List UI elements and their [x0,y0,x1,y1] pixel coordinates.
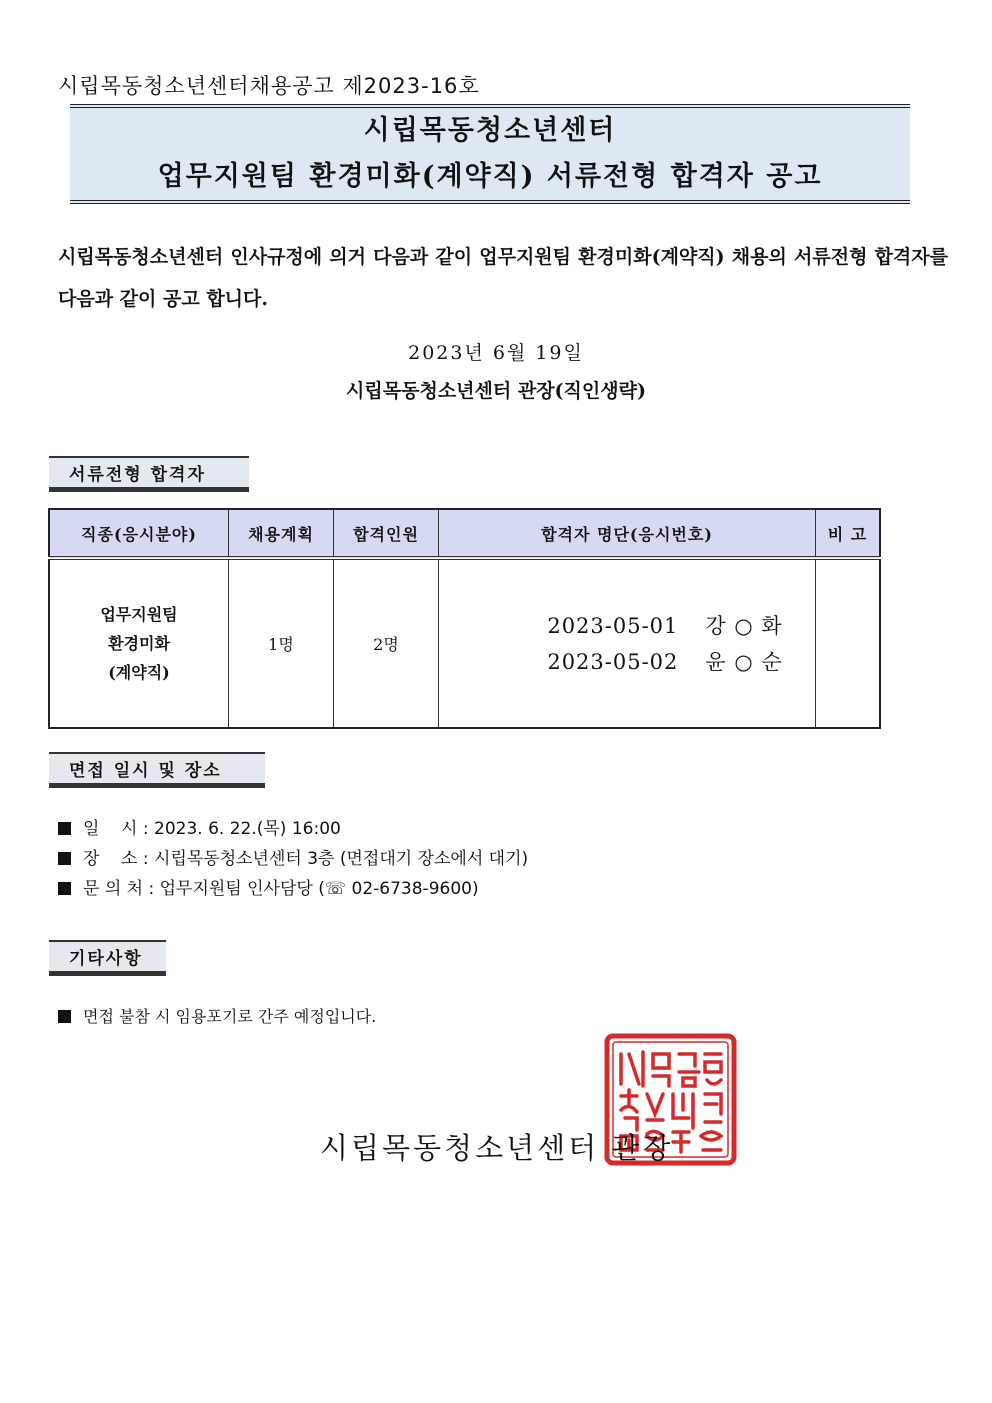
final-signature: 시립목동청소년센터 관장 [320,1131,674,1165]
job-line: 업무지원팀 [100,605,178,624]
passed-cell: 2명 [334,558,439,728]
square-bullet-icon [58,1010,71,1023]
square-bullet-icon [58,822,71,835]
header-passed: 합격인원 [334,509,439,558]
detail-label: 일 시 [83,819,138,839]
table-row [49,558,880,728]
other-note-text: 면접 불참 시 임용포기로 간주 예정입니다. [83,1007,377,1026]
intro-paragraph: 시립목동청소년센터 인사규정에 의거 다음과 같이 업무지원팀 환경미화(계약직) 채용의 서류전형 합격자를 다음과 같이 공고 합니다. [58,246,948,310]
candidate-number: 2023-05-01 [547,613,679,638]
candidate-name: 강 ○ 화 [705,613,783,638]
detail-value: 2023. 6. 22.(목) 16:00 [154,819,341,839]
detail-label: 장 소 [83,849,138,869]
section-heading-other: 기타사항 [49,940,166,976]
results-table [48,508,881,729]
interview-details [58,814,528,904]
detail-item: 장 소 : 시립목동청소년센터 3층 (면접대기 장소에서 대기) [58,844,528,874]
header-job: 직종(응시분야) [49,509,229,558]
candidate-name: 윤 ○ 순 [705,649,783,674]
header-plan: 채용계획 [229,509,334,558]
job-line: 환경미화 [108,634,170,653]
detail-item: 일 시 : 2023. 6. 22.(목) 16:00 [58,814,528,844]
candidate-entry [489,644,814,680]
signatory-line: 시립목동청소년센터 관장(직인생략) [346,380,646,402]
title-line-1: 시립목동청소년센터 [363,115,617,146]
header-candidates: 합격자 명단(응시번호) [439,509,816,558]
job-line: (계약직) [108,663,170,682]
candidates-cell [439,558,816,728]
table-header-row [49,509,880,558]
note-cell [816,558,881,728]
document-number: 시립목동청소년센터채용공고 제2023-16호 [58,74,480,98]
section-heading-results: 서류전형 합격자 [49,456,249,492]
candidate-number: 2023-05-02 [547,649,679,674]
detail-label: 문 의 처 [83,879,144,899]
section-heading-interview: 면접 일시 및 장소 [49,752,265,788]
job-cell [49,558,229,728]
other-note [58,1004,376,1027]
header-note: 비 고 [816,509,881,558]
square-bullet-icon [58,852,71,865]
candidate-entry [489,608,814,644]
title-line-2: 업무지원팀 환경미화(계약직) 서류전형 합격자 공고 [157,161,823,192]
title-box [70,104,910,204]
plan-cell: 1명 [229,558,334,728]
detail-value: 시립목동청소년센터 3층 (면접대기 장소에서 대기) [154,849,529,869]
detail-value: 업무지원팀 인사담당 (☏ 02-6738-9600) [159,879,479,899]
detail-item: 문 의 처 : 업무지원팀 인사담당 (☏ 02-6738-9600) [58,874,528,904]
square-bullet-icon [58,882,71,895]
announcement-date: 2023년 6월 19일 [408,342,584,364]
